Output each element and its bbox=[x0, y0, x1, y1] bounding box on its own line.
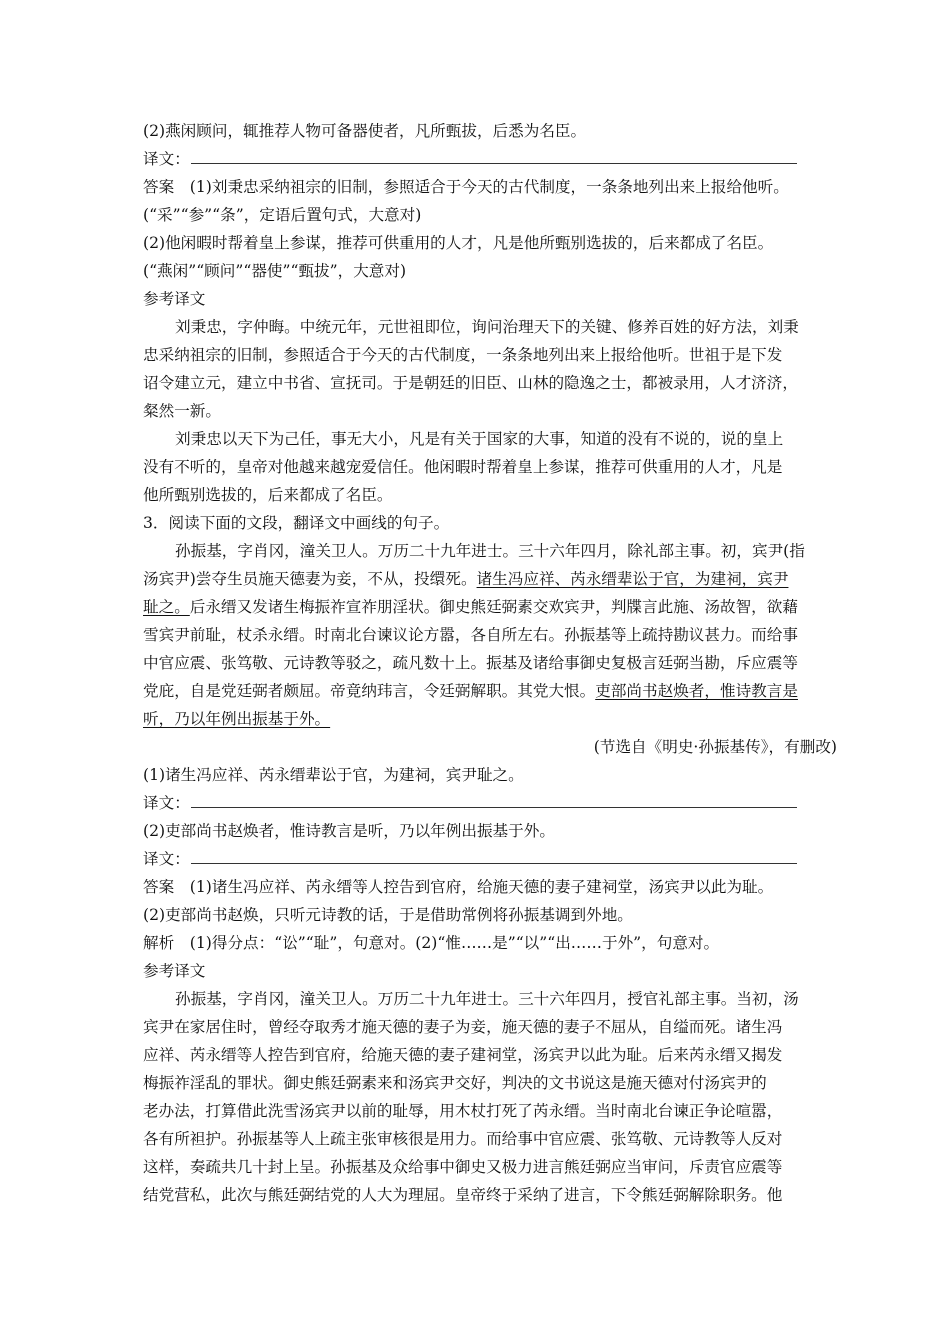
passage-text: 汤宾尹)尝夺生员施天德妻为妾，不从，投缳死。 bbox=[143, 570, 477, 588]
ref-paragraph-line: 忠采纳祖宗的旧制，参照适合于今天的古代制度，一条条地列出来上报给他听。世祖于是下发 bbox=[143, 346, 783, 364]
translation-label: 译文： bbox=[143, 850, 190, 868]
passage-line bbox=[143, 680, 837, 702]
ref-paragraph-line: 老办法，打算借此洗雪汤宾尹以前的耻辱，用木杖打死了芮永缙。当时南北台谏正争论喧嚣， bbox=[143, 1102, 783, 1120]
passage-text: 党庇，自是党廷弼者颇屈。帝竟纳玮言，令廷弼解职。其党大恨。 bbox=[143, 682, 596, 700]
ref-paragraph-line: 孙振基，字肖冈，潼关卫人。万历二十九年进士。三十六年四月，授官礼部主事。当初，汤 bbox=[175, 990, 799, 1008]
translation-line bbox=[143, 848, 837, 870]
ref-paragraph-line: 刘秉忠，字仲晦。中统元年，元世祖即位，询问治理天下的关键、修养百姓的好方法，刘秉 bbox=[175, 318, 799, 336]
answer-3-1: 答案 (1)诸生冯应祥、芮永缙等人控告到官府，给施天德的妻子建祠堂，汤宾尹以此为耻。 bbox=[143, 878, 774, 896]
question-3-title: 3．阅读下面的文段，翻译文中画线的句子。 bbox=[143, 514, 450, 532]
ref-paragraph-line: 梅振祚淫乱的罪状。御史熊廷弼素来和汤宾尹交好，判决的文书说这是施天德对付汤宾尹的 bbox=[143, 1074, 767, 1092]
passage-line: 孙振基，字肖冈，潼关卫人。万历二十九年进士。三十六年四月，除礼部主事。初，宾尹(指 bbox=[175, 542, 805, 560]
reference-translation-title: 参考译文 bbox=[143, 290, 206, 308]
ref-paragraph-line: 他所甄别选拔的，后来都成了名臣。 bbox=[143, 486, 393, 504]
passage-line: 中官应震、张笃敬、元诗教等驳之，疏凡数十上。振基及诸给事御史复极言廷弼当勘，斥应震等 bbox=[143, 654, 798, 672]
ref-paragraph-line: 这样，奏疏共几十封上呈。孙振基及众给事中御史又极力进言熊廷弼应当审问，斥责官应震等 bbox=[143, 1158, 783, 1176]
underlined-sentence-1: 诸生冯应祥、芮永缙辈讼于官，为建祠，宾尹 bbox=[476, 570, 789, 588]
answer-1-note: (“采”“参”“条”，定语后置句式，大意对) bbox=[143, 206, 422, 224]
translation-blank[interactable] bbox=[191, 849, 797, 864]
underlined-sentence-2-end: 听，乃以年例出振基于外。 bbox=[143, 710, 331, 728]
answer-2: (2)他闲暇时帮着皇上参谋，推荐可供重用的人才，凡是他所甄别选拔的，后来都成了名臣。 bbox=[143, 234, 774, 252]
translation-blank[interactable] bbox=[191, 149, 797, 164]
passage-line: 雪宾尹前耻，杖杀永缙。时南北台谏议论方嚣，各自所左右。孙振基等上疏持勘议甚力。而给事 bbox=[143, 626, 798, 644]
translation-line bbox=[143, 148, 837, 170]
translation-line bbox=[143, 792, 837, 814]
ref-paragraph-line: 宾尹在家居住时，曾经夺取秀才施天德的妻子为妾，施天德的妻子不屈从，自缢而死。诸生冯 bbox=[143, 1018, 783, 1036]
translation-label: 译文： bbox=[143, 150, 190, 168]
passage-text: 后永缙又发诸生梅振祚宣祚朋淫状。御史熊廷弼素交欢宾尹，判牒言此施、汤故智，欲藉 bbox=[189, 598, 798, 616]
question-2-text: (2)燕闲顾问，辄推荐人物可备器使者，凡所甄拔，后悉为名臣。 bbox=[143, 122, 587, 140]
translation-label: 译文： bbox=[143, 794, 190, 812]
ref-paragraph-line: 结党营私，此次与熊廷弼结党的人大为理屈。皇帝终于采纳了进言，下令熊廷弼解除职务。他 bbox=[143, 1186, 783, 1204]
underlined-sentence-1-end: 耻之。 bbox=[143, 598, 190, 616]
answer-3-2: (2)吏部尚书赵焕，只听元诗教的话，于是借助常例将孙振基调到外地。 bbox=[143, 906, 633, 924]
question-3-2: (2)吏部尚书赵焕者，惟诗教言是听，乃以年例出振基于外。 bbox=[143, 822, 555, 840]
passage-line bbox=[143, 596, 837, 618]
passage-line bbox=[143, 708, 837, 730]
answer-1: 答案 (1)刘秉忠采纳祖宗的旧制，参照适合于今天的古代制度，一条条地列出来上报给他听。 bbox=[143, 178, 789, 196]
ref-paragraph-line: 没有不听的，皇帝对他越来越宠爱信任。他闲暇时帮着皇上参谋，推荐可供重用的人才，凡是 bbox=[143, 458, 783, 476]
passage-line bbox=[143, 568, 837, 590]
ref-paragraph-line: 诏令建立元，建立中书省、宣抚司。于是朝廷的旧臣、山林的隐逸之士，都被录用，人才济济， bbox=[143, 374, 798, 392]
answer-2-note: (“燕闲”“顾问”“器使”“甄拔”，大意对) bbox=[143, 262, 407, 280]
underlined-sentence-2: 吏部尚书赵焕者，惟诗教言是 bbox=[595, 682, 798, 700]
reference-translation-title: 参考译文 bbox=[143, 962, 206, 980]
ref-paragraph-line: 粲然一新。 bbox=[143, 402, 221, 420]
ref-paragraph-line: 刘秉忠以天下为己任，事无大小，凡是有关于国家的大事，知道的没有不说的，说的皇上 bbox=[175, 430, 784, 448]
question-3-1: (1)诸生冯应祥、芮永缙辈讼于官，为建祠，宾尹耻之。 bbox=[143, 766, 524, 784]
translation-blank[interactable] bbox=[191, 793, 797, 808]
ref-paragraph-line: 应祥、芮永缙等人控告到官府，给施天德的妻子建祠堂，汤宾尹以此为耻。后来芮永缙又揭发 bbox=[143, 1046, 783, 1064]
ref-paragraph-line: 各有所袒护。孙振基等人上疏主张审核很是用力。而给事中官应震、张笃敬、元诗教等人反对 bbox=[143, 1130, 783, 1148]
analysis: 解析 (1)得分点：“讼”“耻”，句意对。(2)“惟……是”“以”“出……于外”，句意对。 bbox=[143, 934, 720, 952]
source-citation: (节选自《明史·孙振基传》，有删改) bbox=[593, 738, 837, 756]
